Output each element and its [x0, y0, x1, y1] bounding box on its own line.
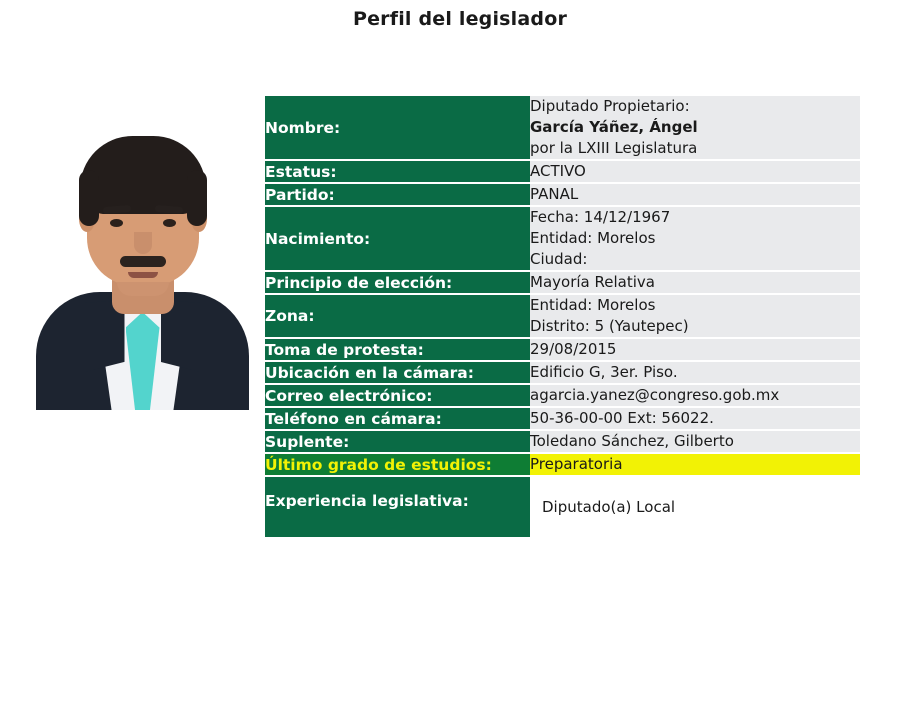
profile-row-value-line: 50-36-00-00 Ext: 56022.: [530, 409, 714, 427]
profile-row-value: [530, 161, 860, 182]
profile-row: [265, 431, 860, 452]
profile-row: [265, 295, 860, 337]
profile-row: [265, 96, 860, 159]
profile-row-label: Zona:: [265, 295, 530, 337]
profile-row-label: Toma de protesta:: [265, 339, 530, 360]
portrait-chin: [117, 282, 169, 296]
profile-row-value-line: Preparatoria: [530, 455, 623, 473]
profile-row-value-line: Toledano Sánchez, Gilberto: [530, 432, 734, 450]
profile-row-value: [530, 362, 860, 383]
profile-row: [265, 339, 860, 360]
profile-row: [265, 385, 860, 406]
profile-row: [265, 454, 860, 475]
profile-row: [265, 362, 860, 383]
profile-row-label: Correo electrónico:: [265, 385, 530, 406]
profile-row-label: Ubicación en la cámara:: [265, 362, 530, 383]
portrait-eye-right: [163, 219, 176, 227]
profile-row-label: Último grado de estudios:: [265, 454, 530, 475]
profile-row-value-line: Edificio G, 3er. Piso.: [530, 363, 678, 381]
portrait-nose: [134, 232, 152, 254]
portrait-eye-left: [110, 219, 123, 227]
portrait-hair-side-right: [187, 170, 207, 226]
profile-row-value: [530, 96, 860, 159]
profile-row-label: Nombre:: [265, 96, 530, 159]
profile-row-value-line: Mayoría Relativa: [530, 273, 655, 291]
profile-row-value: [530, 272, 860, 293]
profile-row-label: Teléfono en cámara:: [265, 408, 530, 429]
profile-row-label: Estatus:: [265, 161, 530, 182]
page-title: Perfil del legislador: [352, 8, 568, 30]
profile-row: [265, 272, 860, 293]
profile-row-value: [530, 454, 860, 475]
profile-row-value: [530, 295, 860, 337]
profile-table-body: [265, 96, 860, 537]
profile-row-value-line: Entidad: Morelos: [530, 229, 656, 247]
profile-row-value: [530, 385, 860, 406]
profile-row-label: Suplente:: [265, 431, 530, 452]
portrait-mouth: [128, 272, 158, 278]
profile-row-label: Partido:: [265, 184, 530, 205]
portrait-illustration: [30, 110, 255, 410]
profile-row-value-line: Ciudad:: [530, 250, 588, 268]
profile-row-label: Experiencia legislativa:: [265, 477, 530, 537]
profile-row-value: [530, 184, 860, 205]
profile-row-value-line: Distrito: 5 (Yautepec): [530, 317, 689, 335]
profile-row-value-line: Diputado Propietario:: [530, 97, 690, 115]
profile-row: [265, 184, 860, 205]
profile-row-value: [530, 339, 860, 360]
profile-row-label: Nacimiento:: [265, 207, 530, 270]
profile-row-value: [530, 207, 860, 270]
profile-row-value-line: por la LXIII Legislatura: [530, 139, 698, 157]
profile-table: [265, 96, 860, 537]
profile-row-value-line: PANAL: [530, 185, 579, 203]
profile-row-value-line: ACTIVO: [530, 162, 586, 180]
profile-row: [265, 408, 860, 429]
profile-row-value-line: Diputado(a) Local: [542, 497, 676, 516]
profile-row-value-line: García Yáñez, Ángel: [530, 118, 698, 136]
profile-row: [265, 477, 860, 537]
profile-row-value: [530, 431, 860, 452]
profile-row-label: Principio de elección:: [265, 272, 530, 293]
profile-row: [265, 207, 860, 270]
profile-row-value-line: agarcia.yanez@congreso.gob.mx: [530, 386, 780, 404]
profile-row-value-line: 29/08/2015: [530, 340, 617, 358]
profile-row-value: [530, 477, 860, 537]
profile-row-value-line: Fecha: 14/12/1967: [530, 208, 671, 226]
portrait-mustache: [120, 256, 166, 267]
profile-row-value: [530, 408, 860, 429]
profile-row-value-line: Entidad: Morelos: [530, 296, 656, 314]
portrait-hair-side-left: [79, 170, 99, 226]
profile-row: [265, 161, 860, 182]
legislator-photo: [30, 110, 255, 410]
